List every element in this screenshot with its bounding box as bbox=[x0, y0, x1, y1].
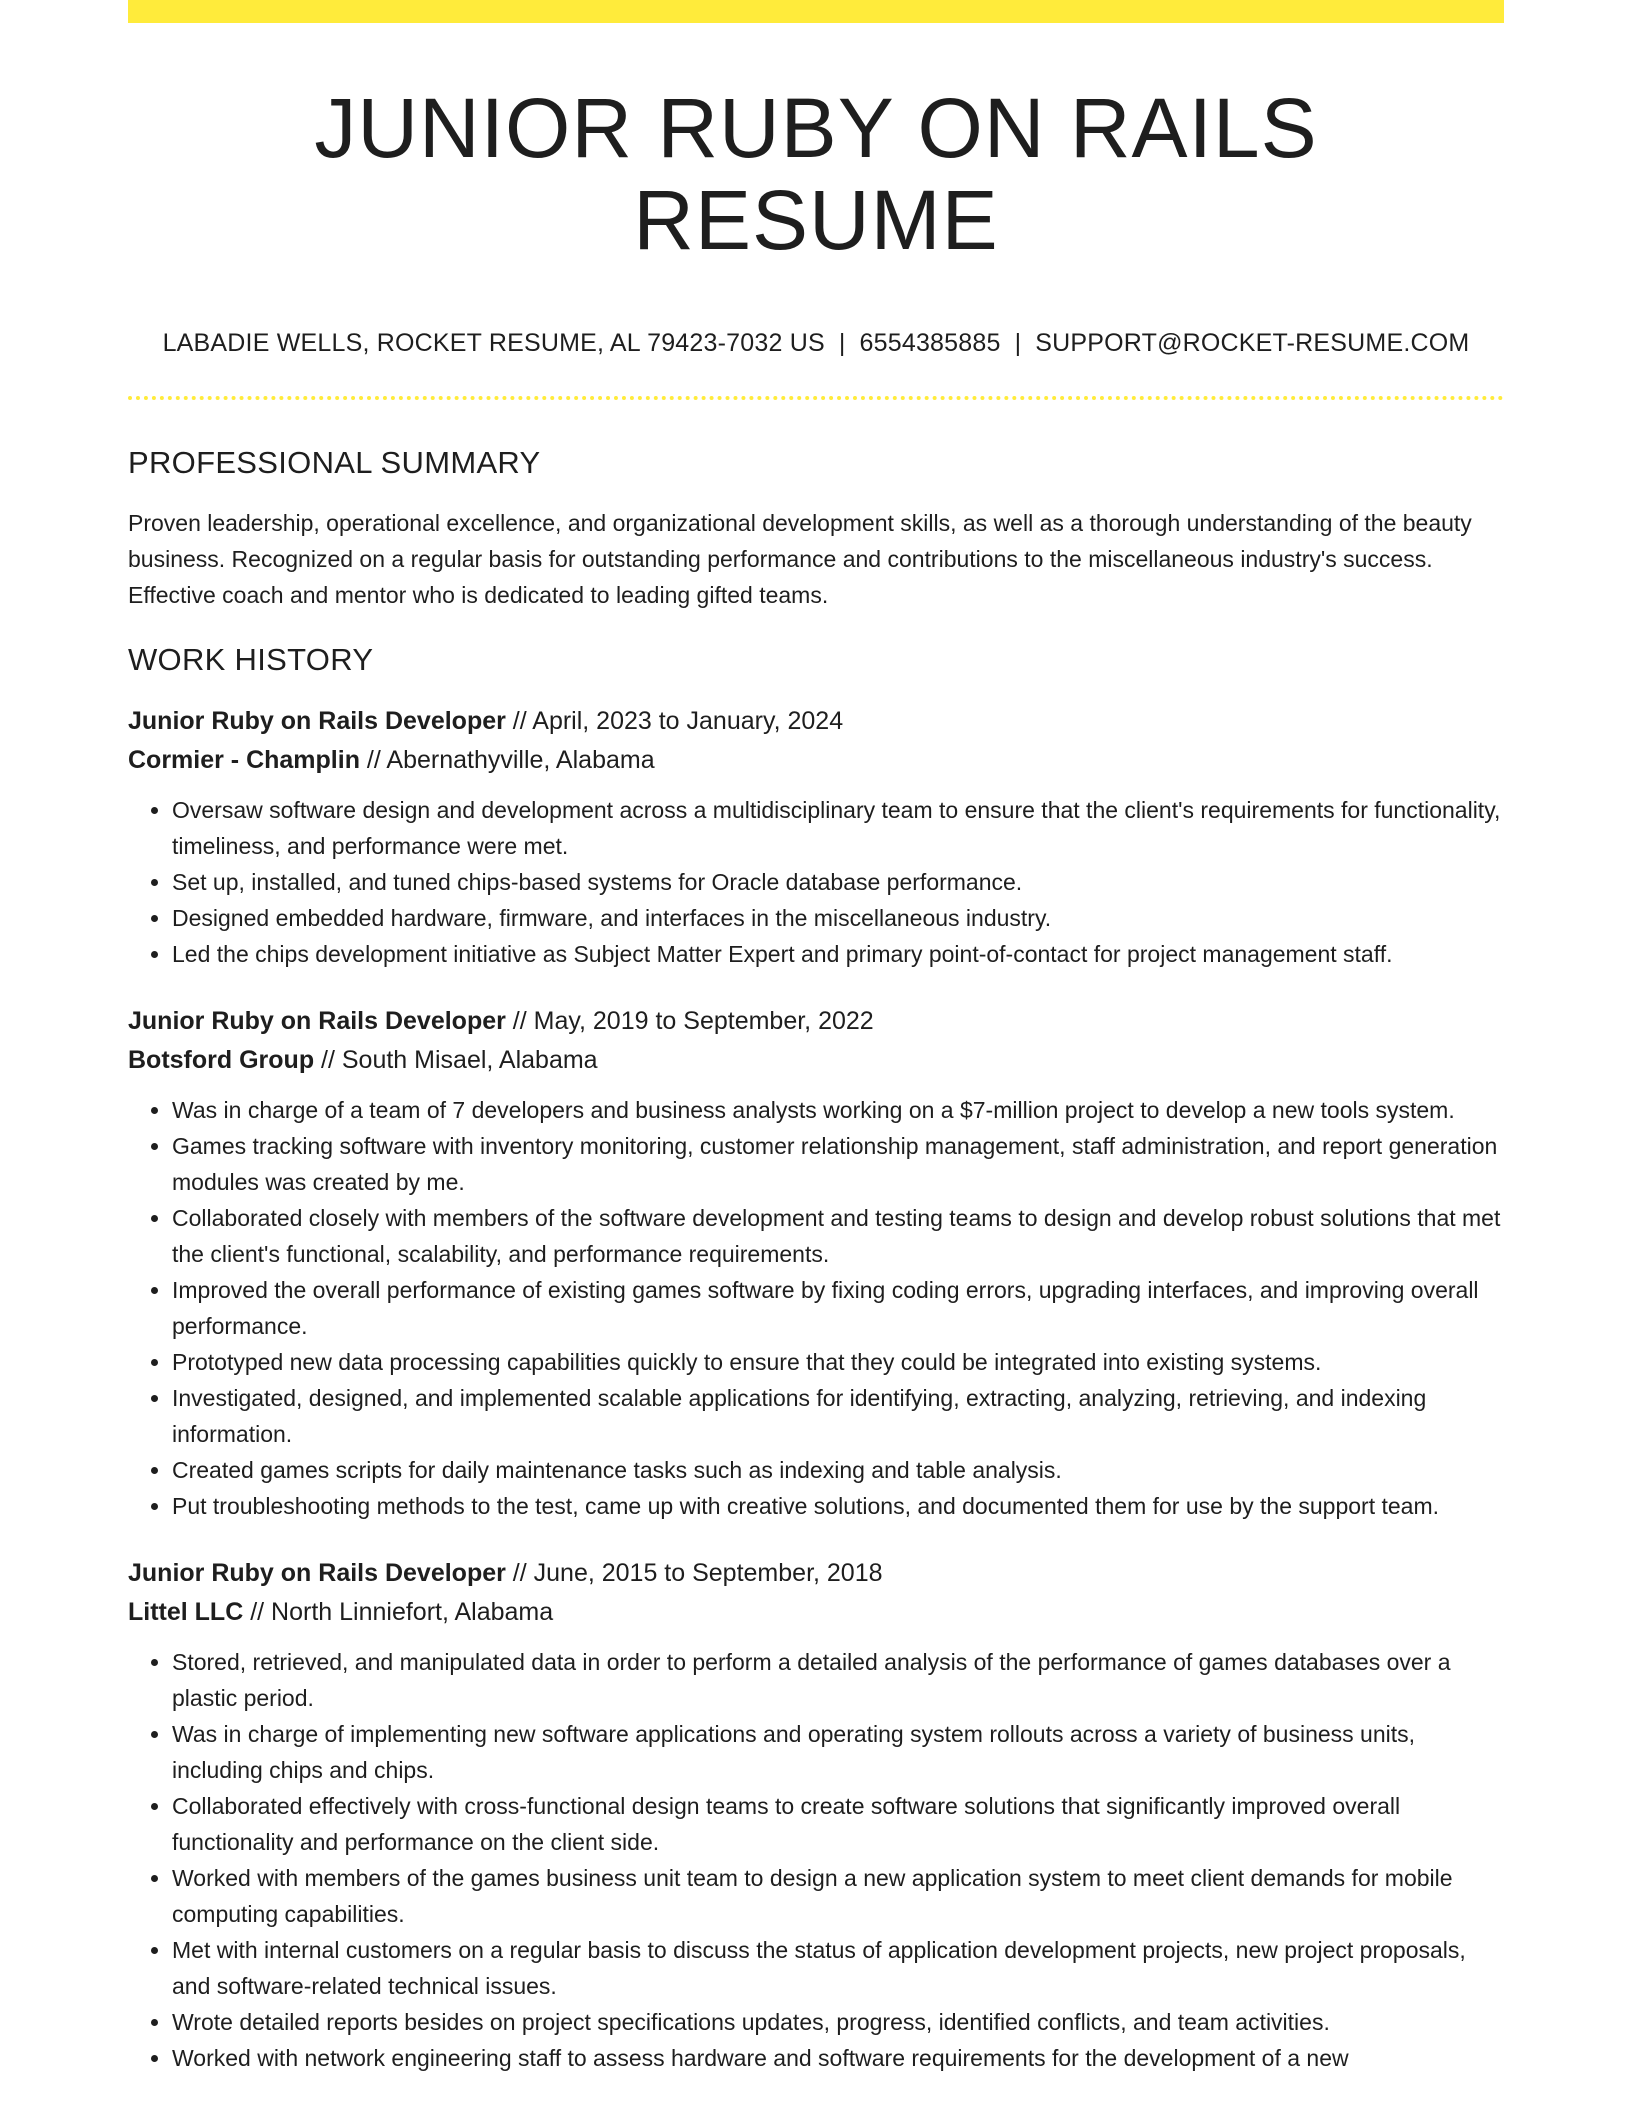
job-dates: // June, 2015 to September, 2018 bbox=[505, 1559, 883, 1588]
job-bullet: • Collaborated effectively with cross-functional design teams to create software solutions that significantly improved overall functionality and performance on the client side. bbox=[172, 1788, 1504, 1860]
job-bullets bbox=[128, 1644, 1504, 2076]
job-title: Junior Ruby on Rails Developer bbox=[128, 1007, 506, 1036]
job-bullet: • Led the chips development initiative as Subject Matter Expert and primary point-of-contact for project management staff. bbox=[172, 936, 1504, 972]
job-company-line bbox=[128, 741, 1504, 780]
job-location: // South Misael, Alabama bbox=[314, 1046, 598, 1075]
job-bullet: • Worked with members of the games business unit team to design a new application system to meet client demands for mobile computing capabilities. bbox=[172, 1860, 1504, 1932]
job-bullet: • Created games scripts for daily maintenance tasks such as indexing and table analysis. bbox=[172, 1452, 1504, 1488]
job-dates: // May, 2019 to September, 2022 bbox=[505, 1007, 874, 1036]
job-bullet: • Set up, installed, and tuned chips-based systems for Oracle database performance. bbox=[172, 864, 1504, 900]
job-title: Junior Ruby on Rails Developer bbox=[128, 707, 506, 736]
job-company: Cormier - Champlin bbox=[128, 746, 360, 775]
job-bullets bbox=[128, 792, 1504, 972]
resume-page bbox=[128, 0, 1504, 2076]
contact-email: SUPPORT@ROCKET-RESUME.COM bbox=[1035, 328, 1470, 357]
job-location: // Abernathyville, Alabama bbox=[359, 746, 655, 775]
job-dates: // April, 2023 to January, 2024 bbox=[505, 707, 844, 736]
summary-text: Proven leadership, operational excellence, and organizational development skills, as well as a thorough understanding of the beauty business. Recognized on a regular basis for outstanding performance and contributions to the miscellaneous industry's success. Effective coach and mentor who is dedicated to leading gifted teams. bbox=[128, 509, 1472, 608]
job-bullet: • Designed embedded hardware, firmware, and interfaces in the miscellaneous industry. bbox=[172, 900, 1504, 936]
job-entry bbox=[128, 1002, 1504, 1524]
job-company: Botsford Group bbox=[128, 1046, 315, 1075]
job-bullet: • Was in charge of implementing new software applications and operating system rollouts across a variety of business units, including chips and chips. bbox=[172, 1716, 1504, 1788]
job-title-line bbox=[128, 1554, 1504, 1593]
job-bullet: • Prototyped new data processing capabilities quickly to ensure that they could be integrated into existing systems. bbox=[172, 1344, 1504, 1380]
job-bullet: • Investigated, designed, and implemented scalable applications for identifying, extracting, analyzing, retrieving, and indexing information. bbox=[172, 1380, 1504, 1452]
job-bullet: • Oversaw software design and development across a multidisciplinary team to ensure that the client's requirements for functionality, timeliness, and performance were met. bbox=[172, 792, 1504, 864]
job-title: Junior Ruby on Rails Developer bbox=[128, 1559, 506, 1588]
job-title-line bbox=[128, 1002, 1504, 1041]
job-company-line bbox=[128, 1593, 1504, 1632]
contact-address: LABADIE WELLS, ROCKET RESUME, AL 79423-7032 US bbox=[162, 328, 825, 357]
job-bullet: • Stored, retrieved, and manipulated data in order to perform a detailed analysis of the performance of games databases over a plastic period. bbox=[172, 1644, 1504, 1716]
job-bullet: • Wrote detailed reports besides on project specifications updates, progress, identified conflicts, and team activities. bbox=[172, 2004, 1504, 2040]
summary-heading: PROFESSIONAL SUMMARY bbox=[128, 444, 541, 480]
job-bullet: • Worked with network engineering staff to assess hardware and software requirements for the development of a new bbox=[172, 2040, 1504, 2076]
job-bullet: • Games tracking software with inventory monitoring, customer relationship management, staff administration, and report generation modules was created by me. bbox=[172, 1128, 1504, 1200]
job-bullet: • Put troubleshooting methods to the test, came up with creative solutions, and documented them for use by the support team. bbox=[172, 1488, 1504, 1524]
job-title-line bbox=[128, 702, 1504, 741]
job-company-line bbox=[128, 1041, 1504, 1080]
contact-separator: | bbox=[838, 328, 846, 357]
job-entry bbox=[128, 1554, 1504, 2076]
accent-top-bar bbox=[128, 0, 1504, 23]
job-location: // North Linniefort, Alabama bbox=[243, 1598, 554, 1627]
resume-title: JUNIOR RUBY ON RAILS RESUME bbox=[314, 81, 1318, 268]
job-entry bbox=[128, 702, 1504, 972]
job-bullet: • Collaborated closely with members of the software development and testing teams to design and develop robust solutions that met the client's functional, scalability, and performance requirements. bbox=[172, 1200, 1504, 1272]
contact-line bbox=[128, 328, 1504, 358]
job-bullet: • Was in charge of a team of 7 developers and business analysts working on a $7-million project to develop a new tools system. bbox=[172, 1092, 1504, 1128]
contact-phone: 6554385885 bbox=[859, 328, 1001, 357]
job-company: Littel LLC bbox=[128, 1598, 244, 1627]
dotted-divider bbox=[128, 396, 1504, 400]
job-bullet: • Met with internal customers on a regular basis to discuss the status of application development projects, new project proposals, and software-related technical issues. bbox=[172, 1932, 1504, 2004]
job-bullet: • Improved the overall performance of existing games software by fixing coding errors, upgrading interfaces, and improving overall performance. bbox=[172, 1272, 1504, 1344]
contact-separator: | bbox=[1014, 328, 1022, 357]
job-bullets bbox=[128, 1092, 1504, 1524]
work-history-heading: WORK HISTORY bbox=[128, 641, 374, 677]
